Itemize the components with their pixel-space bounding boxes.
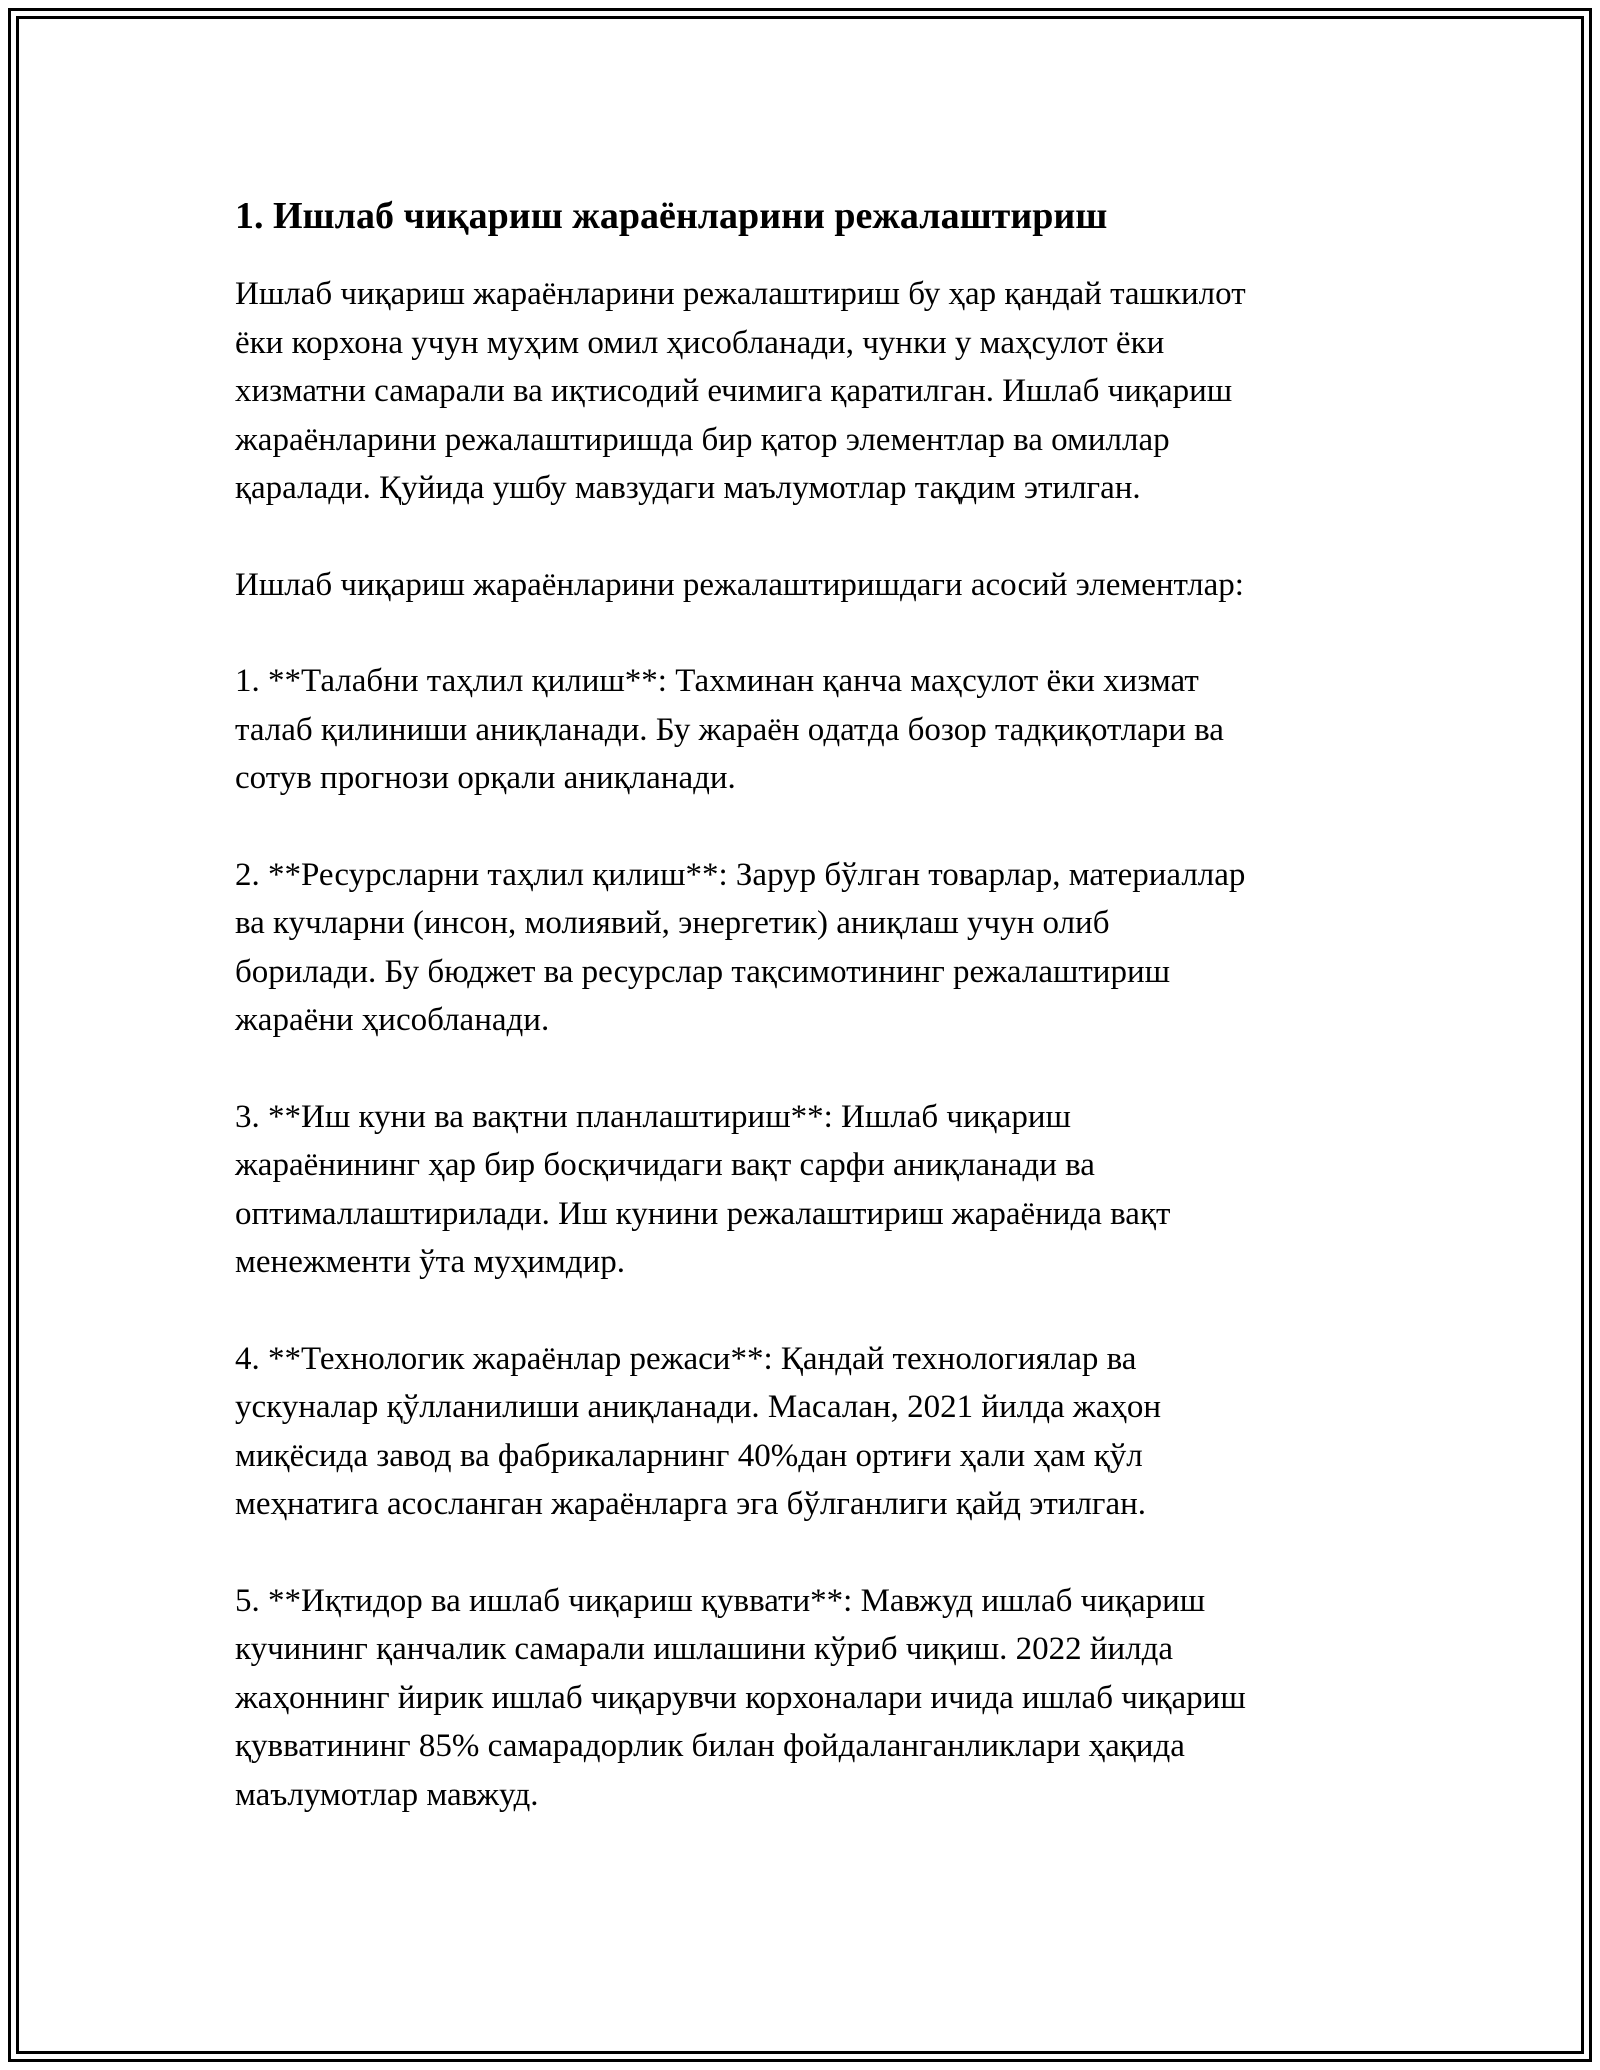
list-item-demand-analysis: 1. **Талабни таҳлил қилиш**: Тахминан қанча маҳсулот ёки хизмат талаб қилиниши аниқланади. Бу жараён одатда бозор тадқиқотлари ва сотув прогнози орқали аниқланади.	[235, 663, 1224, 796]
document-heading: 1. Ишлаб чиқариш жараёнларини режалаштириш	[235, 195, 1108, 237]
list-item-technology-plan: 4. **Технологик жараёнлар режаси**: Қандай технологиялар ва ускуналар қўлланилиши аниқланади. Масалан, 2021 йилда жаҳон миқёсида завод ва фабрикаларнинг 40%дан ортиғи ҳали ҳам қўл меҳнатига асосланган жараёнларга эга бўлганлиги қайд этилган.	[235, 1340, 1162, 1522]
list-item-time-planning: 3. **Иш куни ва вақтни планлаштириш**: Ишлаб чиқариш жараёнининг ҳар бир босқичидаги вақт сарфи аниқланади ва оптималлаштирилади. Иш кунини режалаштириш жараёнида вақт менежменти ўта муҳимдир.	[235, 1098, 1171, 1280]
document-body	[235, 188, 1375, 1867]
elements-lead-paragraph: Ишлаб чиқариш жараёнларини режалаштиришдаги асосий элементлар:	[235, 566, 1244, 603]
list-item-resource-analysis: 2. **Ресурсларни таҳлил қилиш**: Зарур бўлган товарлар, материаллар ва кучларни (инсон, молиявий, энергетик) аниқлаш учун олиб борилади. Бу бюджет ва ресурслар тақсимотининг режалаштириш жараёни ҳисобланади.	[235, 856, 1246, 1038]
intro-paragraph: Ишлаб чиқариш жараёнларини режалаштириш бу ҳар қандай ташкилот ёки корхона учун муҳим омил ҳисобланади, чунки у маҳсулот ёки хизматни самарали ва иқтисодий ечимига қаратилган. Ишлаб чиқариш жараёнларини режалаштиришда бир қатор элементлар ва омиллар қаралади. Қуйида ушбу мавзудаги маълумотлар тақдим этилган.	[235, 276, 1246, 506]
list-item-capacity: 5. **Иқтидор ва ишлаб чиқариш қуввати**: Мавжуд ишлаб чиқариш кучининг қанчалик самарали ишлашини кўриб чиқиш. 2022 йилда жаҳоннинг йирик ишлаб чиқарувчи корхоналари ичида ишлаб чиқариш қувватининг 85% самарадорлик билан фойдаланганликлари ҳақида маълумотлар мавжуд.	[235, 1582, 1246, 1813]
